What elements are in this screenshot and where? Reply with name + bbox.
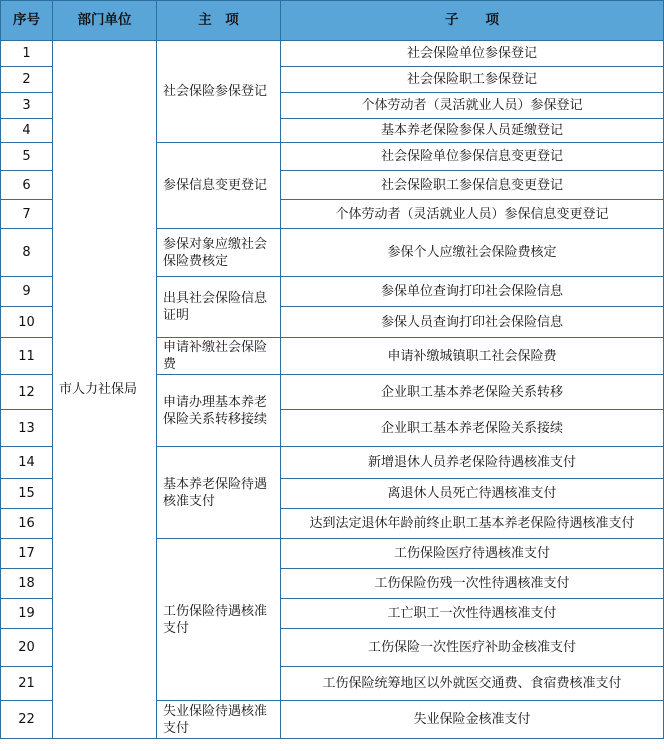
seq-cell: 13 [1,410,53,447]
main-item-cell: 申请补缴社会保险费 [157,338,281,375]
seq-cell: 12 [1,375,53,410]
seq-cell: 9 [1,277,53,307]
seq-cell: 19 [1,599,53,629]
sub-item-cell: 参保单位查询打印社会保险信息 [281,277,664,307]
table-header-row [1,1,664,41]
main-item-cell: 参保对象应缴社会保险费核定 [157,229,281,277]
main-item-cell: 基本养老保险待遇核准支付 [157,447,281,539]
sub-item-cell: 失业保险金核准支付 [281,701,664,739]
main-item-cell: 社会保险参保登记 [157,41,281,143]
sub-item-cell: 社会保险单位参保信息变更登记 [281,143,664,171]
sub-item-cell: 新增退休人员养老保险待遇核准支付 [281,447,664,479]
sub-item-cell: 离退休人员死亡待遇核准支付 [281,479,664,509]
sub-item-cell: 工亡职工一次性待遇核准支付 [281,599,664,629]
seq-cell: 4 [1,119,53,143]
main-item-cell: 申请办理基本养老保险关系转移接续 [157,375,281,447]
seq-cell: 21 [1,667,53,701]
sub-item-cell: 工伤保险一次性医疗补助金核准支付 [281,629,664,667]
seq-cell: 17 [1,539,53,569]
seq-cell: 22 [1,701,53,739]
sub-item-cell: 社会保险单位参保登记 [281,41,664,67]
seq-cell: 18 [1,569,53,599]
sub-item-cell: 参保人员查询打印社会保险信息 [281,307,664,338]
seq-cell: 11 [1,338,53,375]
seq-cell: 16 [1,509,53,539]
table-body [1,41,664,739]
seq-cell: 1 [1,41,53,67]
seq-cell: 7 [1,200,53,229]
seq-cell: 8 [1,229,53,277]
table-row [1,41,664,67]
sub-item-cell: 社会保险职工参保登记 [281,67,664,93]
main-item-cell: 工伤保险待遇核准支付 [157,539,281,701]
seq-cell: 14 [1,447,53,479]
sub-item-cell: 基本养老保险参保人员延缴登记 [281,119,664,143]
sub-item-cell: 社会保险职工参保信息变更登记 [281,171,664,200]
main-item-cell: 参保信息变更登记 [157,143,281,229]
sub-item-cell: 工伤保险统筹地区以外就医交通费、食宿费核准支付 [281,667,664,701]
sub-item-cell: 申请补缴城镇职工社会保险费 [281,338,664,375]
seq-cell: 2 [1,67,53,93]
sub-item-cell: 企业职工基本养老保险关系接续 [281,410,664,447]
header-seq: 序号 [1,1,53,41]
sub-item-cell: 个体劳动者（灵活就业人员）参保登记 [281,93,664,119]
department-cell: 市人力社保局 [53,41,157,739]
sub-item-cell: 工伤保险伤残一次性待遇核准支付 [281,569,664,599]
sub-item-cell: 个体劳动者（灵活就业人员）参保信息变更登记 [281,200,664,229]
seq-cell: 10 [1,307,53,338]
sub-item-cell: 工伤保险医疗待遇核准支付 [281,539,664,569]
main-item-cell: 出具社会保险信息证明 [157,277,281,338]
sub-item-cell: 参保个人应缴社会保险费核定 [281,229,664,277]
header-main: 主 项 [157,1,281,41]
seq-cell: 20 [1,629,53,667]
main-item-cell: 失业保险待遇核准支付 [157,701,281,739]
header-dept: 部门单位 [53,1,157,41]
seq-cell: 3 [1,93,53,119]
sub-item-cell: 达到法定退休年龄前终止职工基本养老保险待遇核准支付 [281,509,664,539]
seq-cell: 5 [1,143,53,171]
header-sub: 子 项 [281,1,664,41]
seq-cell: 6 [1,171,53,200]
seq-cell: 15 [1,479,53,509]
sub-item-cell: 企业职工基本养老保险关系转移 [281,375,664,410]
